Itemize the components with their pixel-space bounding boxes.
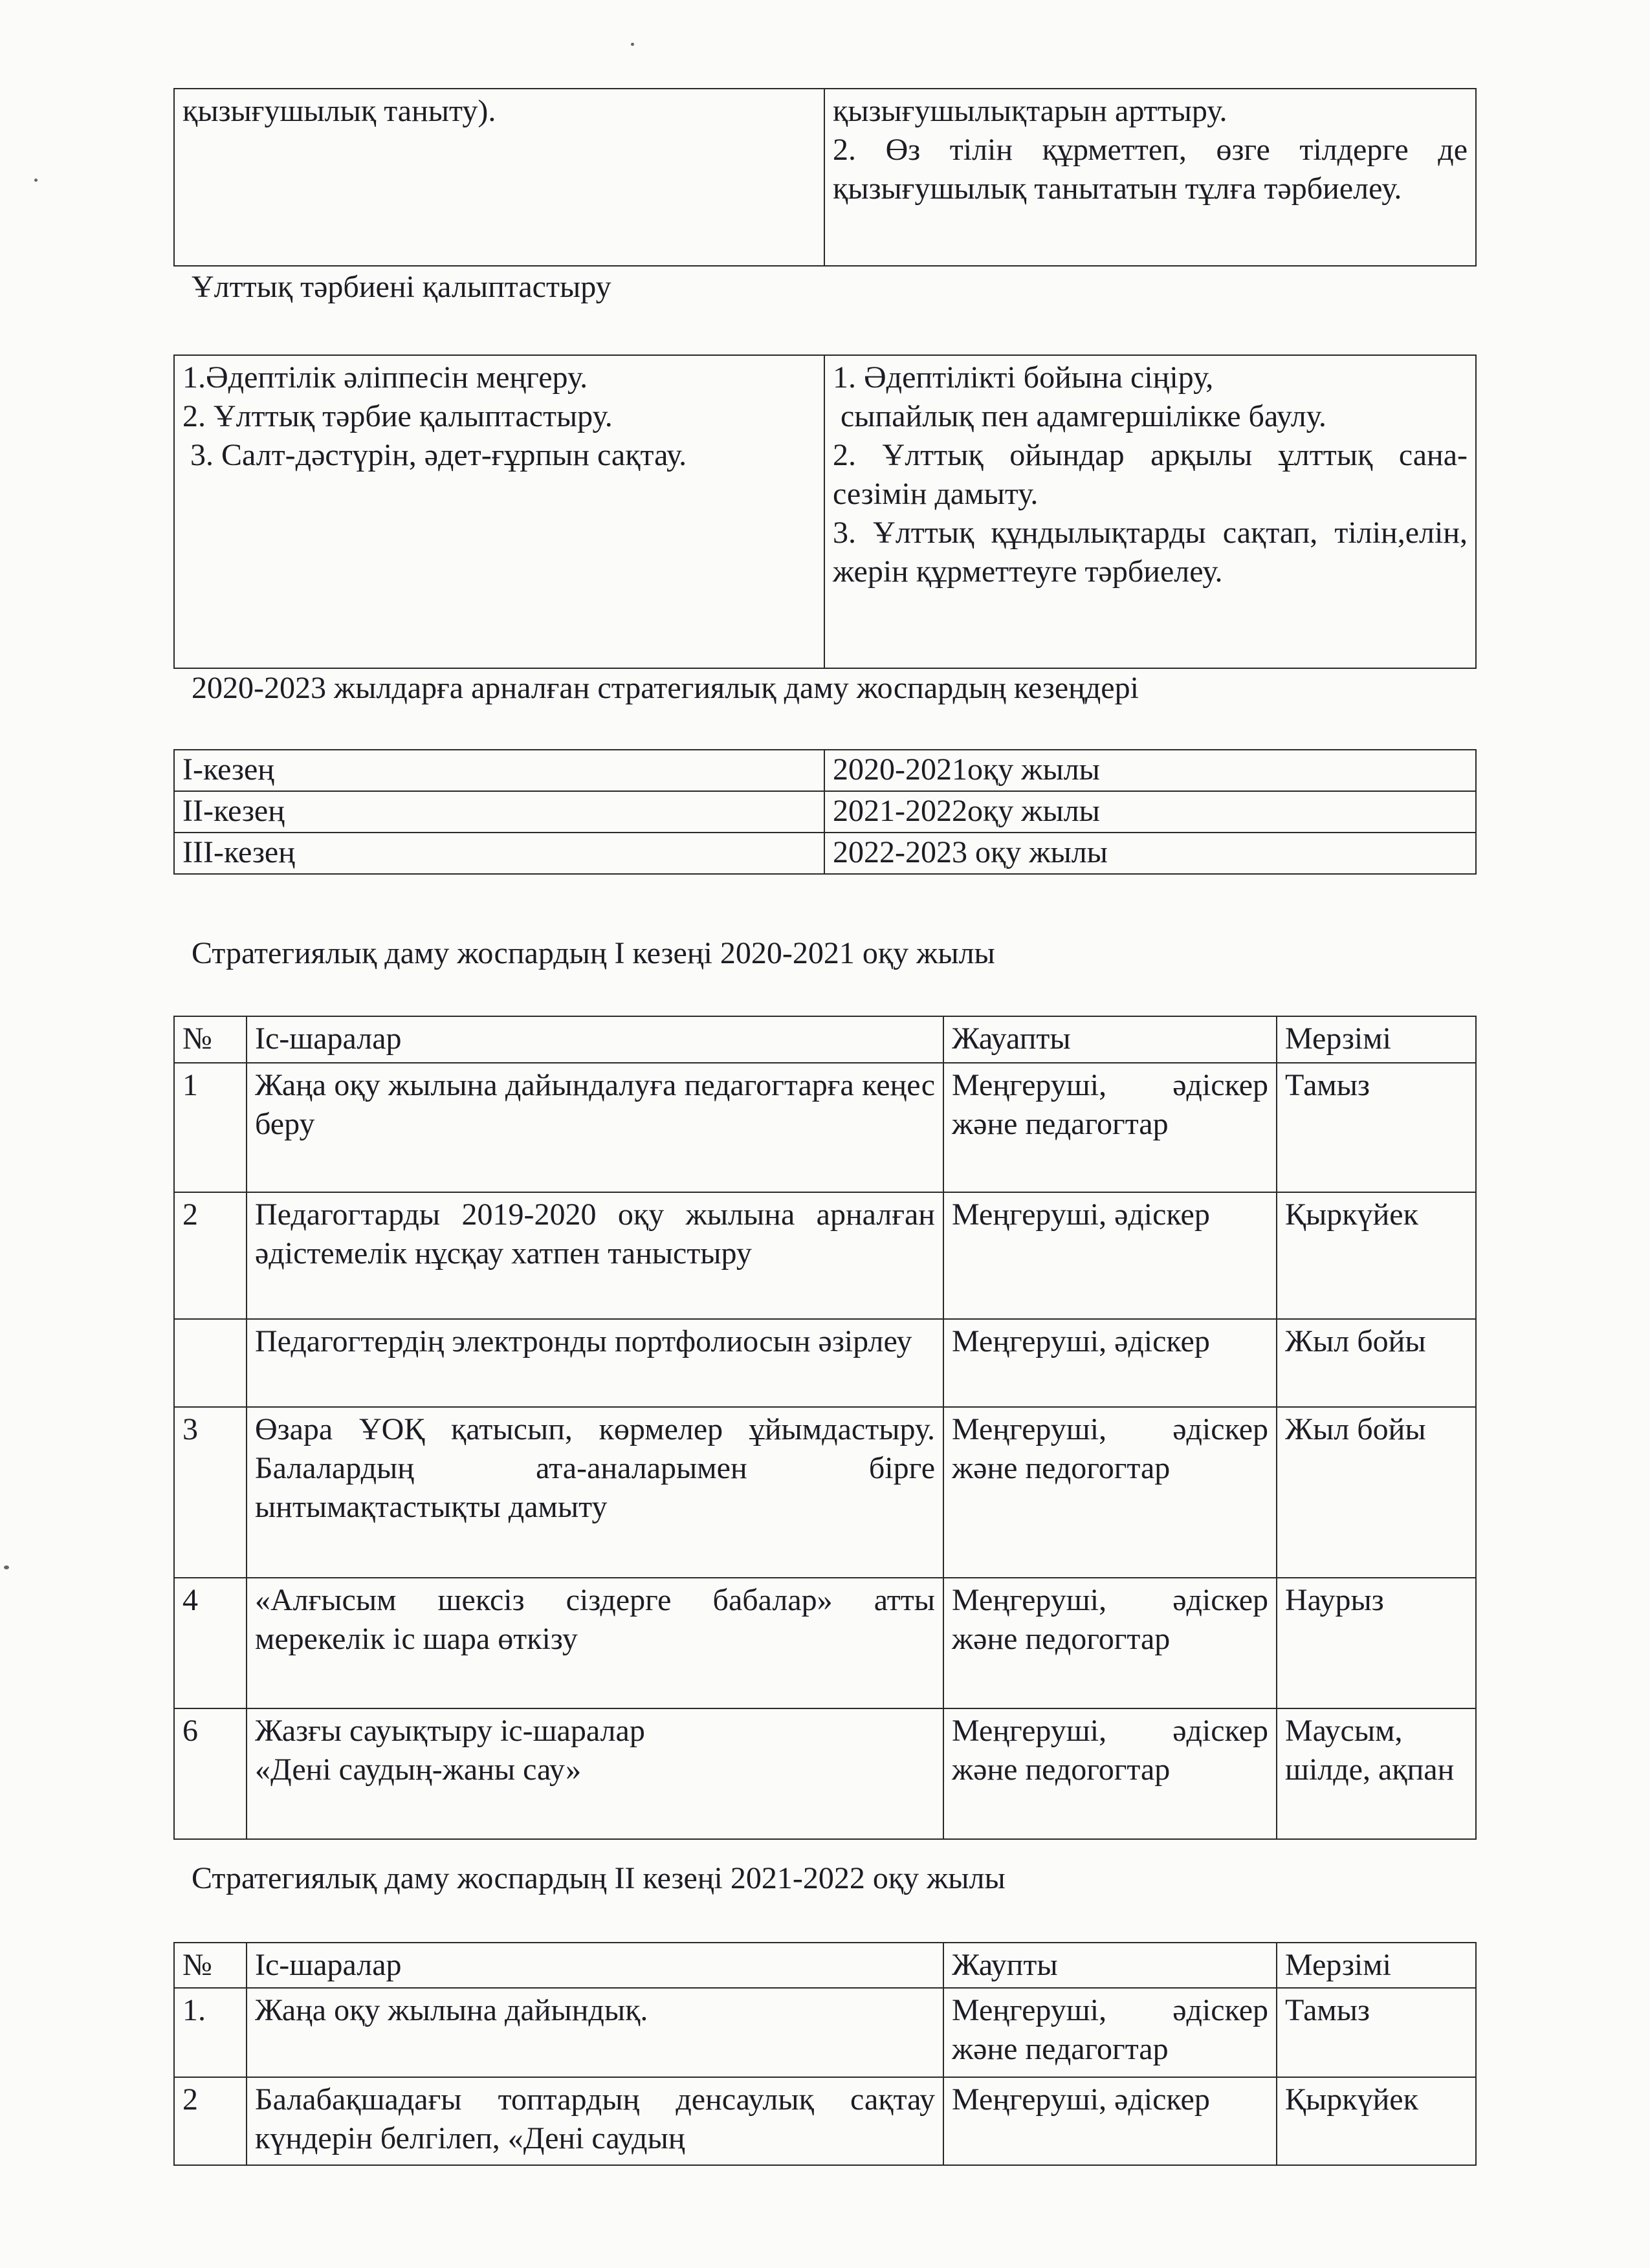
row-term: Маусым, шілде, ақпан: [1277, 1708, 1476, 1839]
stage-name-cell: III-кезең: [174, 833, 824, 874]
stage-name-cell: II-кезең: [174, 791, 824, 833]
row-event: «Алғысым шексіз сіздерге бабалар» атты мерекелік іс шара өткізу: [247, 1578, 943, 1708]
row-number: 1: [174, 1063, 247, 1192]
row-event: Өзара ҰОҚ қатысып, көрмелер ұйымдастыру. Балалардың ата-аналарымен бірге ынтымақтастықты дамыту: [247, 1407, 943, 1578]
row-number: 4: [174, 1578, 247, 1708]
row-number: 6: [174, 1708, 247, 1839]
table-header-row: [174, 1943, 1476, 1988]
table-row: [174, 355, 1476, 668]
row-responsible: Меңгеруші, әдіскер және педогогтар: [943, 1578, 1277, 1708]
national-education-table: [173, 354, 1477, 669]
row-term: Қыркүйек: [1277, 1192, 1476, 1319]
row-number: 2: [174, 1192, 247, 1319]
stage2-table: [173, 1942, 1477, 2166]
row-responsible: Меңгеруші, әдіскер және педагогтар: [943, 1063, 1277, 1192]
row-number: 3: [174, 1407, 247, 1578]
row-responsible: Меңгеруші, әдіскер: [943, 2077, 1277, 2165]
top-table: [173, 88, 1477, 267]
row-number: 2: [174, 2077, 247, 2165]
header-number: №: [174, 1943, 247, 1988]
header-responsible: Жаупты: [943, 1943, 1277, 1988]
stages-table: [173, 749, 1477, 875]
row-event: Педагогтарды 2019-2020 оқу жылына арналған әдістемелік нұсқау хатпен таныстыру: [247, 1192, 943, 1319]
row-term: Тамыз: [1277, 1988, 1476, 2077]
table-row: [174, 1578, 1476, 1708]
table-row: [174, 1192, 1476, 1319]
header-term: Мерзімі: [1277, 1943, 1476, 1988]
table-row: [174, 833, 1476, 874]
row-term: Наурыз: [1277, 1578, 1476, 1708]
row-term: Тамыз: [1277, 1063, 1476, 1192]
table-row: [174, 2077, 1476, 2165]
table-row: [174, 1708, 1476, 1839]
national-education-heading: Ұлттық тәрбиені қалыптастыру: [192, 270, 611, 304]
row-term: Қыркүйек: [1277, 2077, 1476, 2165]
table-row: [174, 1319, 1476, 1407]
stages-heading: 2020-2023 жылдарға арналған стратегиялық даму жоспардың кезеңдері: [192, 671, 1139, 705]
top-table-left-cell: қызығушылық таныту).: [174, 89, 824, 266]
scan-speck: [34, 179, 38, 182]
row-event: Жазғы сауықтыру іс-шаралар «Дені саудың-жаны сау»: [247, 1708, 943, 1839]
stage-name-cell: I-кезең: [174, 750, 824, 791]
scan-speck: [631, 43, 634, 46]
scan-speck: [4, 1565, 9, 1569]
stage-year-cell: 2022-2023 оқу жылы: [824, 833, 1476, 874]
table-header-row: [174, 1016, 1476, 1063]
row-number: 1.: [174, 1988, 247, 2077]
table-row: [174, 1063, 1476, 1192]
table-row: [174, 750, 1476, 791]
row-responsible: Меңгеруші, әдіскер және педагогтар: [943, 1988, 1277, 2077]
stage1-heading: Стратегиялық даму жоспардың I кезеңі 2020-2021 оқу жылы: [192, 936, 995, 970]
stage2-heading: Стратегиялық даму жоспардың II кезеңі 2021-2022 оқу жылы: [192, 1861, 1006, 1895]
row-term: Жыл бойы: [1277, 1319, 1476, 1407]
header-events: Іс-шаралар: [247, 1943, 943, 1988]
header-number: №: [174, 1016, 247, 1063]
row-event: Педагогтердің электронды портфолиосын әзірлеу: [247, 1319, 943, 1407]
row-responsible: Меңгеруші, әдіскер: [943, 1319, 1277, 1407]
table-row: [174, 1988, 1476, 2077]
table-row: [174, 89, 1476, 266]
row-number: [174, 1319, 247, 1407]
stage-year-cell: 2020-2021оқу жылы: [824, 750, 1476, 791]
row-responsible: Меңгеруші, әдіскер: [943, 1192, 1277, 1319]
national-tasks-cell: 1. Әдептілікті бойына сіңіру, сыпайлық пен адамгершілікке баулу. 2. Ұлттық ойындар арқылы ұлттық сана-сезімін дамыту. 3. Ұлттық құндылықтарды сақтап, тілін,елін, жерін құрметтеуге тәрбиелеу.: [824, 355, 1476, 668]
header-events: Іс-шаралар: [247, 1016, 943, 1063]
row-term: Жыл бойы: [1277, 1407, 1476, 1578]
table-row: [174, 1407, 1476, 1578]
row-responsible: Меңгеруші, әдіскер және педогогтар: [943, 1407, 1277, 1578]
stage1-table: [173, 1016, 1477, 1840]
row-event: Жаңа оқу жылына дайындалуға педагогтарға кеңес беру: [247, 1063, 943, 1192]
stage-year-cell: 2021-2022оқу жылы: [824, 791, 1476, 833]
top-table-right-cell: қызығушылықтарын арттыру. 2. Өз тілін құрметтеп, өзге тілдерге де қызығушылық танытатын тұлға тәрбиелеу.: [824, 89, 1476, 266]
table-row: [174, 791, 1476, 833]
row-responsible: Меңгеруші, әдіскер және педогогтар: [943, 1708, 1277, 1839]
row-event: Жаңа оқу жылына дайындық.: [247, 1988, 943, 2077]
national-goals-cell: 1.Әдептілік әліппесін меңгеру. 2. Ұлттық тәрбие қалыптастыру. 3. Салт-дәстүрін, әдет-ғұрпын сақтау.: [174, 355, 824, 668]
header-responsible: Жауапты: [943, 1016, 1277, 1063]
row-event: Балабақшадағы топтардың денсаулық сақтау күндерін белгілеп, «Дені саудың: [247, 2077, 943, 2165]
header-term: Мерзімі: [1277, 1016, 1476, 1063]
